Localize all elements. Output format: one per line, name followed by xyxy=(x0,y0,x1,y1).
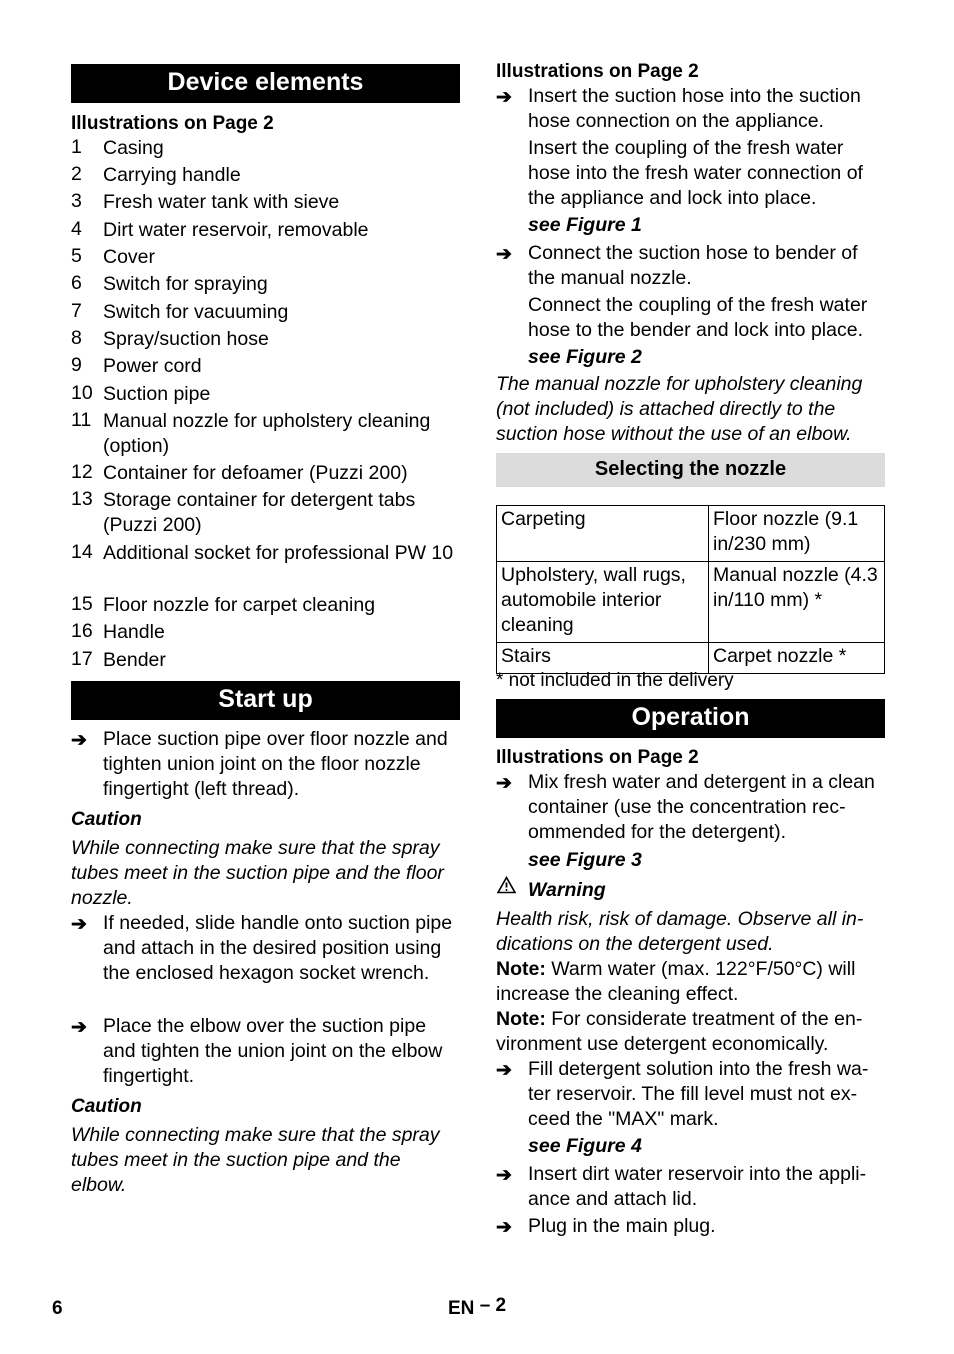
table-row xyxy=(497,506,885,562)
item-label: Switch for spraying xyxy=(103,273,268,295)
illustrations-label: Illustrations on Page 2 xyxy=(496,61,699,82)
warning-text: Health risk, risk of damage. Observe all in-dications on the detergent used. xyxy=(496,908,864,955)
note-label: Note: xyxy=(496,958,546,980)
item-label: Carrying handle xyxy=(103,164,241,186)
step-text: Insert the coupling of the fresh water hose into the fresh water connection of the appliance and lock into place. xyxy=(528,137,863,209)
item-label: Storage container for detergent tabs (Puzzi 200) xyxy=(103,489,416,536)
note-paragraph xyxy=(496,1007,885,1057)
item-label: Container for defoamer (Puzzi 200) xyxy=(103,462,408,484)
item-label: Switch for vacuuming xyxy=(103,301,289,323)
table-row xyxy=(497,562,885,643)
table-cell: Floor nozzle (9.1 in/230 mm) xyxy=(709,506,885,562)
item-number: 15 xyxy=(71,593,93,615)
step-text: Plug in the main plug. xyxy=(528,1215,716,1237)
step-text: Insert the suction hose into the suction hose connection on the appliance. xyxy=(528,85,861,132)
step-text: Fill detergent solution into the fresh wa-ter reservoir. The fill level must not ex-ceed the "MAX" mark. xyxy=(528,1058,869,1130)
note-paragraph xyxy=(496,957,885,1007)
item-number: 7 xyxy=(71,300,82,322)
footer-language xyxy=(448,1295,507,1320)
step-text: Mix fresh water and detergent in a clean container (use the concentration rec-ommended for the detergent). xyxy=(528,771,875,843)
step-text: Place suction pipe over floor nozzle and tighten union joint on the floor nozzle fingertight (left thread). xyxy=(103,728,448,800)
arrow-right-icon: ➔ xyxy=(496,773,512,794)
warning-triangle-icon xyxy=(497,876,516,901)
note-italic: The manual nozzle for upholstery cleaning (not included) is attached directly to the suction hose without the use of an elbow. xyxy=(496,373,863,445)
note-text: For considerate treatment of the en-vironment use detergent economically. xyxy=(496,1008,863,1055)
illustrations-label: Illustrations on Page 2 xyxy=(496,747,699,768)
figure-reference: see Figure 2 xyxy=(528,346,642,368)
step-text: If needed, slide handle onto suction pipe and attach in the desired position using the enclosed hexagon socket wrench. xyxy=(103,912,453,984)
item-label: Bender xyxy=(103,649,166,671)
arrow-right-icon: ➔ xyxy=(71,1017,87,1038)
caution-label: Caution xyxy=(71,1096,142,1117)
item-label: Floor nozzle for carpet cleaning xyxy=(103,594,376,616)
item-number: 11 xyxy=(71,409,92,431)
table-cell: Manual nozzle (4.3 in/110 mm) * xyxy=(709,562,885,643)
page-number: 6 xyxy=(52,1298,63,1319)
table-cell: Upholstery, wall rugs, automobile interior cleaning xyxy=(497,562,709,643)
item-label: Fresh water tank with sieve xyxy=(103,191,340,213)
caution-text: While connecting make sure that the spray tubes meet in the suction pipe and the floor nozzle. xyxy=(71,837,444,909)
item-number: 9 xyxy=(71,354,82,376)
note-label: Note: xyxy=(496,1008,546,1030)
table-cell: Carpeting xyxy=(497,506,709,562)
item-label: Dirt water reservoir, removable xyxy=(103,219,369,241)
item-number: 16 xyxy=(71,620,93,642)
warning-label: Warning xyxy=(528,879,606,901)
item-number: 3 xyxy=(71,190,82,212)
figure-reference: see Figure 3 xyxy=(528,849,642,871)
item-number: 12 xyxy=(71,461,93,483)
item-label: Power cord xyxy=(103,355,202,377)
nozzle-table xyxy=(496,505,885,674)
section-heading-selecting-nozzle: Selecting the nozzle xyxy=(496,453,885,487)
item-number: 10 xyxy=(71,382,93,404)
item-number: 2 xyxy=(71,163,82,185)
caution-label: Caution xyxy=(71,809,142,830)
arrow-right-icon: ➔ xyxy=(496,1217,512,1238)
figure-reference: see Figure 1 xyxy=(528,214,642,236)
section-heading-device-elements: Device elements xyxy=(71,64,460,103)
table-footnote: * not included in the delivery xyxy=(496,670,734,691)
arrow-right-icon: ➔ xyxy=(496,1060,512,1081)
arrow-right-icon: ➔ xyxy=(71,730,87,751)
section-heading-operation: Operation xyxy=(496,699,885,738)
item-label: Additional socket for professional PW 10 xyxy=(103,542,454,564)
item-label: Suction pipe xyxy=(103,383,211,405)
table-cell: Stairs xyxy=(497,643,709,674)
step-text: Connect the suction hose to bender of the manual nozzle. xyxy=(528,242,858,289)
language-code: EN xyxy=(448,1298,475,1319)
table-cell: Carpet nozzle * xyxy=(709,643,885,674)
item-label: Spray/suction hose xyxy=(103,328,269,350)
item-number: 14 xyxy=(71,541,93,563)
item-number: 5 xyxy=(71,245,82,267)
item-number: 8 xyxy=(71,327,82,349)
figure-reference: see Figure 4 xyxy=(528,1135,642,1157)
item-number: 13 xyxy=(71,488,93,510)
illustrations-label: Illustrations on Page 2 xyxy=(71,113,274,134)
step-text: Insert dirt water reservoir into the appli-ance and attach lid. xyxy=(528,1163,867,1210)
step-text: Place the elbow over the suction pipe and tighten the union joint on the elbow fingertight. xyxy=(103,1015,443,1087)
section-heading-start-up: Start up xyxy=(71,681,460,720)
item-number: 17 xyxy=(71,648,93,670)
step-text: Connect the coupling of the fresh water hose to the bender and lock into place. xyxy=(528,294,868,341)
footer-page-ref: – 2 xyxy=(479,1295,507,1316)
item-number: 1 xyxy=(71,136,82,158)
item-label: Handle xyxy=(103,621,165,643)
arrow-right-icon: ➔ xyxy=(496,244,512,265)
item-label: Manual nozzle for upholstery cleaning (option) xyxy=(103,410,431,457)
note-text: Warm water (max. 122°F/50°C) will increase the cleaning effect. xyxy=(496,958,856,1005)
caution-text: While connecting make sure that the spray tubes meet in the suction pipe and the elbow. xyxy=(71,1124,440,1196)
item-label: Casing xyxy=(103,137,164,159)
arrow-right-icon: ➔ xyxy=(496,87,512,108)
item-label: Cover xyxy=(103,246,156,268)
arrow-right-icon: ➔ xyxy=(71,914,87,935)
item-number: 4 xyxy=(71,218,82,240)
item-number: 6 xyxy=(71,272,82,294)
arrow-right-icon: ➔ xyxy=(496,1165,512,1186)
